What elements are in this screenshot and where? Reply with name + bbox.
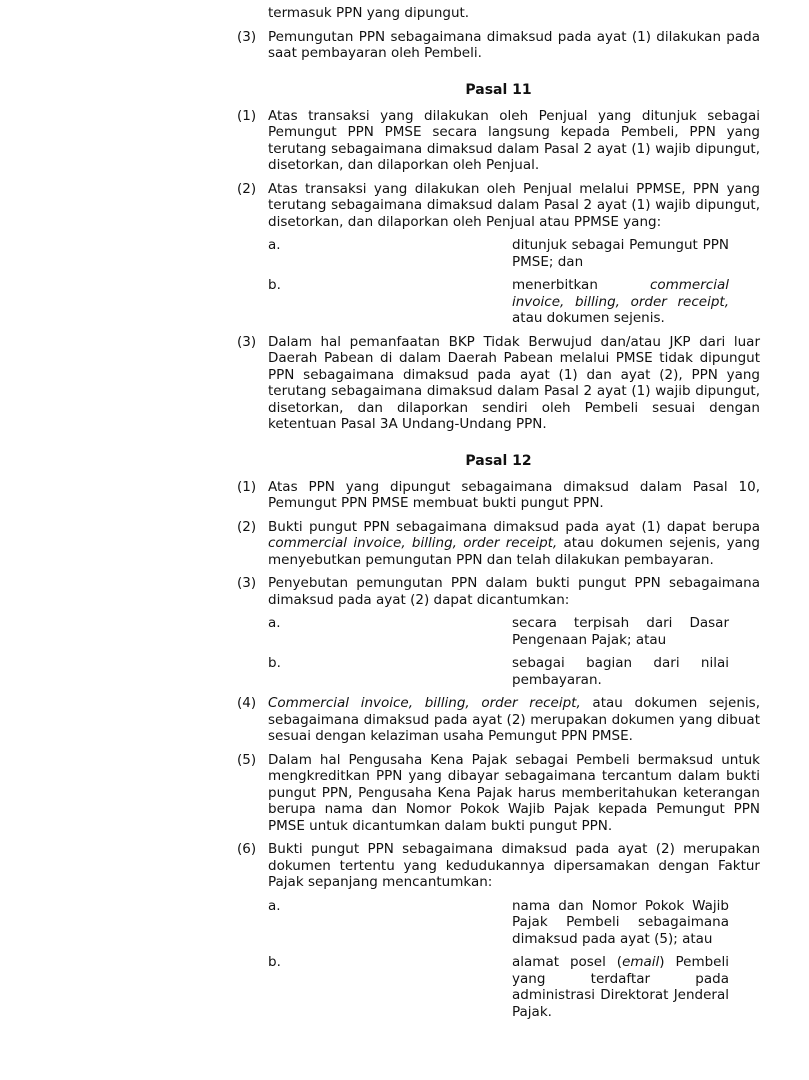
subclause-text: nama dan Nomor Pokok Wajib Pajak Pembeli sebagaimana dimaksud pada ayat (5); atau [512,897,729,947]
subclause-item [268,954,760,1020]
clause-item [237,181,760,231]
subclause-item [268,655,760,688]
clause-number: (3) [237,28,257,45]
clause-text: Commercial invoice, billing, order receipt, atau dokumen sejenis, sebagaimana dimaksud pada ayat (2) merupakan dokumen yang dibuat sesuai dengan kelaziman usaha Pemungut PPN PMSE. [268,695,760,744]
subclause-item [268,615,760,648]
subclause-item [268,237,760,270]
clause-text: Atas transaksi yang dilakukan oleh Penjual melalui PPMSE, PPN yang terutang sebagaimana dimaksud dalam Pasal 2 ayat (1) wajib dipungut, disetorkan, dan dilaporkan oleh Penjual atau PPMSE yang: [268,180,760,230]
subclause-letter: a. [268,615,281,631]
subclause-item [268,277,760,327]
subclause-text: sebagai bagian dari nilai pembayaran. [512,655,729,688]
subclause-letter: b. [268,277,281,293]
clause-number: (3) [237,333,257,350]
subclause-letter: b. [268,954,281,970]
clause-text: Dalam hal pemanfaatan BKP Tidak Berwujud dan/atau JKP dari luar Daerah Pabean di dalam Daerah Pabean melalui PMSE tidak dipungut PPN sebagaimana dimaksud pada ayat (1) dan ayat (2), PPN yang terutang sebagaimana dimaksud dalam Pasal 2 ayat (1) wajib dipungut, disetorkan, dan dilaporkan sendiri oleh Pembeli sesuai dengan ketentuan Pasal 3A Undang-Undang PPN. [268,333,760,432]
subclause-text: menerbitkan commercial invoice, billing, order receipt, atau dokumen sejenis. [512,277,729,326]
clause-text: termasuk PPN yang dipungut. [268,5,470,21]
subclause-letter: b. [268,655,281,671]
clause-text: Pemungutan PPN sebagaimana dimaksud pada ayat (1) dilakukan pada saat pembayaran oleh Pembeli. [268,28,760,61]
section-heading-pasal-12: Pasal 12 [465,452,532,469]
clause-number: (4) [237,695,257,711]
clause-number: (6) [237,841,257,857]
section-heading-pasal-11: Pasal 11 [465,81,532,98]
subclause-letter: a. [268,897,281,914]
clause-item [237,841,760,891]
clause-number: (1) [237,478,257,495]
subclause-letter: a. [268,237,281,253]
clause-text: Dalam hal Pengusaha Kena Pajak sebagai Pembeli bermaksud untuk mengkreditkan PPN yang dibayar sebagaimana tercantum dalam bukti pungut PPN, Pengusaha Kena Pajak harus memberitahukan keterangan berupa nama dan Nomor Pokok Wajib Pajak kepada Pemungut PPN PMSE untuk dicantumkan dalam bukti pungut PPN. [268,751,760,834]
clause-item [237,519,760,569]
clause-item [237,575,760,608]
clause-number: (2) [237,518,257,535]
clause-continuation [237,5,760,22]
clause-number: (1) [237,107,257,124]
clause-item [237,334,760,433]
subclause-text: alamat posel (email) Pembeli yang terdaftar pada administrasi Direktorat Jenderal Pajak. [512,954,729,1020]
clause-text: Atas PPN yang dipungut sebagaimana dimaksud dalam Pasal 10, Pemungut PPN PMSE membuat bukti pungut PPN. [268,478,760,511]
clause-item [237,29,760,62]
clause-item [237,695,760,745]
clause-number: (5) [237,751,257,768]
clause-number: (3) [237,575,257,591]
clause-number-empty [237,5,268,22]
clause-text: Penyebutan pemungutan PPN dalam bukti pungut PPN sebagaimana dimaksud pada ayat (2) dapat dicantumkan: [268,575,760,608]
subclause-text: ditunjuk sebagai Pemungut PPN PMSE; dan [512,237,729,270]
clause-text: Bukti pungut PPN sebagaimana dimaksud pada ayat (1) dapat berupa commercial invoice, billing, order receipt, atau dokumen sejenis, yang menyebutkan pemungutan PPN dan telah dilakukan pembayaran. [268,518,760,568]
clause-text: Bukti pungut PPN sebagaimana dimaksud pada ayat (2) merupakan dokumen tertentu yang kedudukannya dipersamakan dengan Faktur Pajak sepanjang mencantumkan: [268,841,760,890]
clause-number: (2) [237,180,257,197]
clause-item [237,108,760,174]
clause-item [237,752,760,835]
clause-item [237,479,760,512]
subclause-item [268,898,760,948]
subclause-text: secara terpisah dari Dasar Pengenaan Pajak; atau [512,615,729,648]
clause-text: Atas transaksi yang dilakukan oleh Penjual yang ditunjuk sebagai Pemungut PPN PMSE secara langsung kepada Pembeli, PPN yang terutang sebagaimana dimaksud dalam Pasal 2 ayat (1) wajib dipungut, disetorkan, dan dilaporkan oleh Penjual. [268,107,760,173]
